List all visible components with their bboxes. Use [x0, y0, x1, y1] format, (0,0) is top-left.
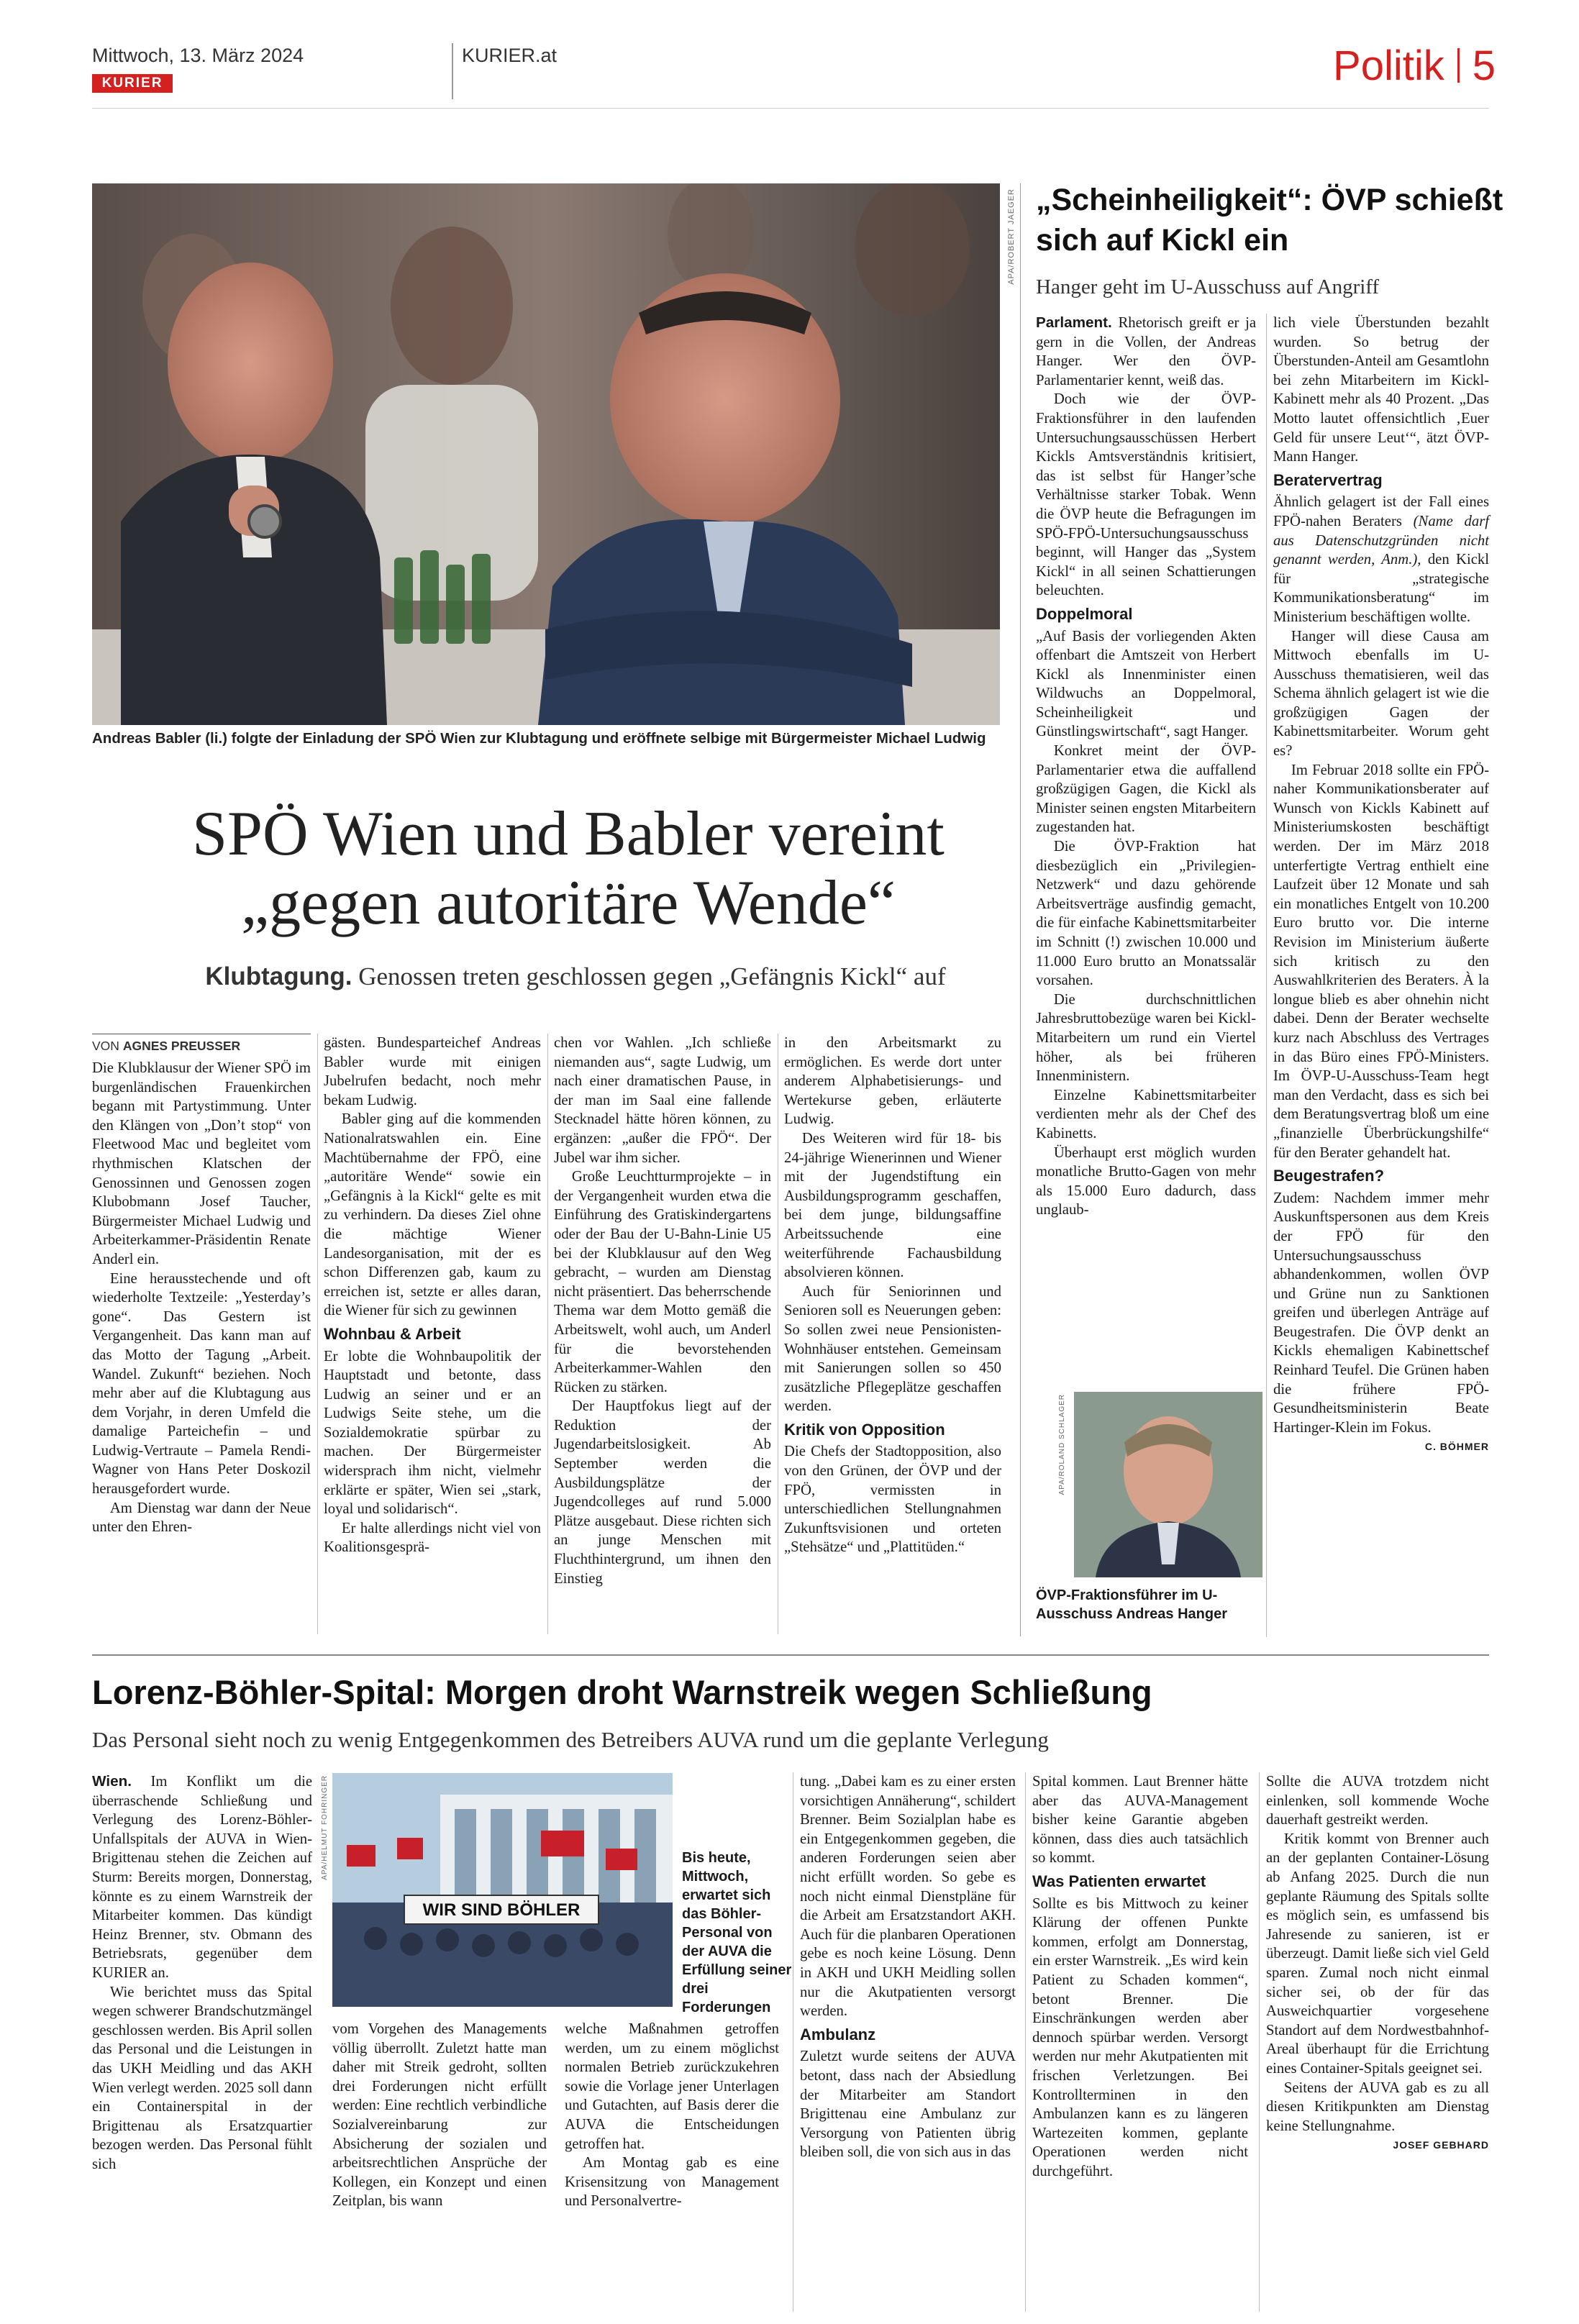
- main-kicker: [158, 962, 993, 991]
- paragraph: chen vor Wahlen. „Ich schließe niemanden aus“, sagte Ludwig, um nach einer dramatischen Pause, in der man im Saal eine fallende Stecknadel hätte hören können, zu ergänzen: „außer die FPÖ“. Der Jubel war ihm sicher.: [554, 1035, 771, 1166]
- section-bar: [1457, 48, 1460, 83]
- subheading: Wohnbau & Arbeit: [324, 1324, 461, 1343]
- photo-credit: APA/ROBERT JAEGER: [1007, 188, 1016, 285]
- main-col-2: [324, 1034, 541, 1557]
- paragraph: Der Hauptfokus liegt auf der Reduktion der Jugendarbeitslosigkeit. Ab September werden die Ausbildungsplätze der Jugendcolleges auf rund 5.000 Plätze ausgebaut. Diese richten sich an junge Menschen mit Fluchthintergrund, um ihnen den Einstieg: [554, 1398, 771, 1587]
- paragraph: [1036, 314, 1256, 390]
- demo-illustration: [332, 1773, 673, 2007]
- byline-prefix: VON: [92, 1039, 119, 1053]
- column-rule: [1259, 1772, 1260, 2312]
- photo-illustration: [92, 183, 1000, 725]
- paragraph: Spital kommen. Laut Brenner hätte aber das AUVA-Management bisher keine Garantie abgeben können, dass dies auch tatsächlich so kommt.: [1032, 1774, 1248, 1867]
- bottom-subhead: Das Personal sieht noch zu wenig Entgegenkommen des Betreibers AUVA rund um die geplante Verlegung: [92, 1727, 1049, 1752]
- bottom-headline: Lorenz-Böhler-Spital: Morgen droht Warnstreik wegen Schließung: [92, 1673, 1152, 1711]
- paragraph: Die ÖVP-Fraktion hat diesbezüglich ein „Privilegien-Netzwerk“ und dazu gehörende Arbeitsverträge ausfindig gemacht, die für einfache Kabinettsmitarbeiter im Schnitt (!) zwischen 10.000 und 11.000 Euro brutto an Monatssalär vorsahen.: [1036, 839, 1256, 989]
- paragraph: [1273, 493, 1489, 626]
- italic-span: (Name darf aus Datenschutzgründen nicht genannt werden, Anm.),: [1273, 513, 1489, 568]
- byline-author: AGNES PREUSSER: [122, 1039, 241, 1053]
- bottom-col-3: [565, 2020, 779, 2211]
- main-headline: [151, 800, 986, 938]
- main-photo: [92, 183, 1000, 725]
- paragraph: Sollte die AUVA trotzdem nicht einlenken, soll kommende Woche dauerhaft gestreikt werden.: [1266, 1774, 1489, 1828]
- text-span: den Kickl für „strategische Kommunikationsberatung“ im Ministerium beschäftigen wollte.: [1273, 552, 1489, 625]
- demo-photo-credit: APA/HELMUT FOHRINGER: [321, 1775, 329, 1880]
- main-headline-line2: „gegen autoritäre Wende“: [241, 868, 896, 938]
- paragraph: lich viele Überstunden bezahlt wurden. So betrug der Überstunden-Anteil am Gesamtlohn bei zehn Mitarbeitern im Kickl-Kabinett mehr als 40 Prozent. „Das Motto lautet offensichtlich ‚Euer Geld für unsere Leut‘“, ätzt ÖVP-Mann Hanger.: [1273, 315, 1489, 465]
- bottom-col-1: [92, 1772, 312, 2174]
- bottom-rule: [92, 1654, 1489, 1656]
- lead-label: Parlament.: [1036, 314, 1112, 331]
- kicker-label: Klubtagung.: [205, 962, 352, 990]
- paragraph: Er lobte die Wohnbaupolitik der Hauptstadt und betonte, dass Ludwig an seiner und er an Ludwigs Seite stehe, um die Sozialdemokratie spürbar zu machen. Der Bürgermeister widersprach ihm nicht, vielmehr erklärte er später, Wien sei „stark, loyal und solidarisch“.: [324, 1348, 541, 1518]
- paragraph: Seitens der AUVA gab es zu all diesen Kritikpunkten am Dienstag keine Stellungnahme.: [1266, 2079, 1489, 2134]
- paragraph: Kritik kommt von Brenner auch an der geplanten Container-Lösung ab Anfang 2025. Durch die nun geplante Räumung des Spitals sollte es möglich sein, es umfassend bis Jahresende zu sanieren, ist er überzeugt. Damit ließe sich viel Geld sparen. Zumal noch nicht einmal sicher sei, ob der für das Ausweichquartier vorgesehene Standort auf dem Nordwestbahnhof-Areal überhaupt für die Errichtung eines Container-Spitals geeignet sei.: [1266, 1831, 1489, 2077]
- author-signature: JOSEF GEBHARD: [1393, 2139, 1489, 2151]
- photo-caption: Andreas Babler (li.) folgte der Einladung der SPÖ Wien zur Klubtagung und eröffnete selbige mit Bürgermeister Michael Ludwig: [92, 730, 986, 747]
- paragraph: Er halte allerdings nicht viel von Koalitionsgesprä-: [324, 1520, 541, 1556]
- header-rule: [92, 108, 1489, 109]
- section-name: Politik: [1333, 42, 1444, 89]
- banner-text: WIR SIND BÖHLER: [422, 1900, 581, 1920]
- column-rule: [1266, 314, 1267, 1637]
- issue-date: Mittwoch, 13. März 2024: [92, 45, 304, 66]
- paragraph: Die Klubklausur der Wiener SPÖ im burgenländischen Frauenkirchen begann mit Partystimmung. Unter den Klängen von „Don’t stop“ von Fleetwood Mac und begleitet vom rhythmischen Klatschen der Genossinnen und Genossen zogen Klubobmann Josef Taucher, Bürgermeister Michael Ludwig und Arbeiterkammer-Präsidentin Renate Anderl ein.: [92, 1060, 311, 1267]
- bottom-col-4: [800, 1772, 1016, 2162]
- subheading: Beugestrafen?: [1273, 1167, 1385, 1185]
- side-subhead: Hanger geht im U-Ausschuss auf Angriff: [1036, 275, 1380, 299]
- column-rule: [1025, 1772, 1026, 2312]
- paragraph: Einzelne Kabinettsmitarbeiter verdienten mehr als der Chef des Kabinetts.: [1036, 1087, 1256, 1142]
- paragraph: Wie berichtet muss das Spital wegen schwerer Brandschutzmängel geschlossen werden. Bis April sollen das Personal und die Leistungen in das UKH Meidling und das AKH Wien verlegt werden. 2025 soll dann ein Containerspital in der Brigittenau als Ersatzquartier bezogen werden. Das Personal fühlt sich: [92, 1984, 312, 2172]
- site-url: KURIER.at: [462, 45, 558, 66]
- side-headline: „Scheinheiligkeit“: ÖVP schießt sich auf Kickl ein: [1036, 183, 1503, 258]
- header-divider: [452, 43, 453, 99]
- text-span: Ähnlich gelagert ist der Fall eines FPÖ-nahen Beraters: [1273, 494, 1489, 529]
- main-col-3: [554, 1034, 771, 1588]
- bottom-col-6: [1266, 1772, 1489, 2155]
- paragraph: Des Weiteren wird für 18- bis 24-jährige Wienerinnen und Wiener mit der Jugendstiftung ein Ausbildungsprogramm geschaffen, bei dem junge, bildungsaffine Arbeitssuchende eine weiterführende Fachausbildung absolvieren können.: [784, 1130, 1001, 1281]
- page-number: 5: [1472, 42, 1496, 89]
- paragraph: Sollte es bis Mittwoch zu keiner Klärung der offenen Punkte kommen, erfolgt am Donnerstag, ein erster Warnstreik. „Es wird kein Patient zu Schaden kommen“, betont Brenner. Die Einschränkungen werden aber dennoch spürbar werden. Versorgt werden nur mehr Akutpatienten mit frischen Verletzungen. Bei Kontrollterminen in den Ambulanzen kann es zu längeren Wartezeiten kommen, geplante Operationen werden nicht durchgeführt.: [1032, 1895, 1248, 2179]
- lead-text: Im Konflikt um die überraschende Schließung und Verlegung des Lorenz-Böhler-Unfallspitals der AUVA in Wien-Brigittenau stehen die Zeichen auf Sturm: Bereits morgen, Donnerstag, könnte es zu einem Warnstreik der Mitarbeiter kommen. Das kündigt Heinz Brenner, stv. Obmann des Betriebsrats, gegenüber dem KURIER an.: [92, 1774, 313, 1981]
- paragraph: Auch für Seniorinnen und Senioren soll es Neuerungen geben: So sollen zwei neue Pensionisten-Wohnhäuser entstehen. Gemeinsam mit Sanierungen sollen so 450 zusätzliche Pflegeplätze geschaffen werden.: [784, 1283, 1001, 1415]
- side-col-1: [1036, 314, 1256, 1220]
- main-headline-line1: SPÖ Wien und Babler vereint: [192, 799, 945, 869]
- byline: [92, 1034, 311, 1054]
- author-signature: C. BÖHMER: [1424, 1441, 1489, 1453]
- subheading: Beratervertrag: [1273, 470, 1383, 489]
- paragraph: welche Maßnahmen getroffen werden, um zu einem möglichst normalen Betrieb zurückzukehren sowie die Vorlage jener Unterlagen und Gutachten, auf Basis derer die AUVA die Entscheidungen getroffen hat.: [565, 2021, 779, 2152]
- paragraph: Am Montag gab es eine Krisensitzung von Management und Personalvertre-: [565, 2155, 779, 2210]
- paragraph: Konkret meint der ÖVP-Parlamentarier etwa die auffallend großzügigen Gagen, die Kickl als Minister seinen engsten Mitarbeitern zugestanden hat.: [1036, 743, 1256, 836]
- main-col-1: [92, 1059, 311, 1537]
- side-divider: [1020, 183, 1021, 1636]
- subheading: Kritik von Opposition: [784, 1420, 945, 1439]
- subheading: Was Patienten erwartet: [1032, 1872, 1206, 1890]
- portrait-illustration: [1074, 1392, 1262, 1577]
- column-rule: [317, 1034, 318, 1634]
- side-col-2: [1273, 314, 1489, 1457]
- paragraph: Babler ging auf die kommenden Nationalratswahlen ein. Eine Machtübernahme der FPÖ, eine „autoritäre Wende“ sowie ein „Gefängnis à la Kickl“ gelte es mit zu verhindern. Da dieses Ziel ohne die mächtige Wiener Landesorganisation, mit der es schon Differenzen gab, kaum zu erreichen ist, setzte er alles daran, die Wiener für sich zu gewinnen: [324, 1111, 541, 1319]
- bottom-col-5: [1032, 1772, 1248, 2181]
- paragraph: Im Februar 2018 sollte ein FPÖ-naher Kommunikationsberater auf Wunsch von Kickls Kabinett auf Ministeriumskosten beschäftigt werden. Der im März 2018 unterfertigte Vertrag enthielt eine Laufzeit über 12 Monate und sah ein monatliches Entgelt von 10.200 Euro brutto vor. Die interne Revision im Ministerium äußerte sich kritisch zu den Auswahlkriterien des Beraters. À la longue blieb es aber ohnehin nicht dabei. Denn der Berater wechselte kurz nach Abschluss des Vertrages in das Büro eines FPÖ-Ministers. Im ÖVP-U-Ausschuss-Team hegt man den Verdacht, dass es sich bei dem Beratungsvertrag bloß um eine „finanzielle Überbrückungshilfe“ für den Berater gehandelt hat.: [1273, 762, 1489, 1161]
- paragraph: „Auf Basis der vorliegenden Akten offenbart die Amtszeit von Herbert Kickl als Innenminister einen Wildwuchs an Doppelmoral, Scheinheiligkeit und Günstlingswirtschaft“, sagt Hanger.: [1036, 628, 1256, 740]
- paragraph: Die durchschnittlichen Jahresbruttobezüge waren bei Kickl-Mitarbeitern um rund ein Viertel höher, als bei früheren Innenministern.: [1036, 991, 1256, 1085]
- kurier-logo: KURIER: [92, 74, 173, 93]
- hanger-portrait: [1074, 1392, 1262, 1577]
- kicker-text: Genossen treten geschlossen gegen „Gefängnis Kickl“ auf: [358, 962, 946, 990]
- paragraph: Die Chefs der Stadtopposition, also von den Grünen, der ÖVP und der FPÖ, vermissten in unterschiedlichen Stellungnahmen Zukunftsvisionen und orteten „Stehsätze“ und „Plattitüden.“: [784, 1444, 1001, 1556]
- section-label: [1333, 42, 1496, 90]
- paragraph: [92, 1772, 312, 1983]
- portrait-credit: APA/ROLAND SCHLAGER: [1058, 1394, 1066, 1495]
- paragraph: Am Dienstag war dann der Neue unter den Ehren-: [92, 1500, 311, 1536]
- paragraph: Zuletzt wurde seitens der AUVA betont, dass nach der Absiedlung der Mitarbeiter am Standort Brigittenau eine Ambulanz zur Versorgung von Patienten übrig bleiben soll, die von sich aus in das: [800, 2049, 1016, 2161]
- lead-text: Rhetorisch greift er ja gern in die Vollen, der Andreas Hanger. Wer den ÖVP-Parlamentarier kennt, weiß das.: [1036, 315, 1256, 388]
- paragraph: gästen. Bundesparteichef Andreas Babler wurde mit einigen Jubelrufen bedacht, noch mehr bekam Ludwig.: [324, 1035, 541, 1108]
- column-rule: [547, 1034, 548, 1634]
- paragraph: Zudem: Nachdem immer mehr Auskunftspersonen aus dem Kreis der FPÖ für den Untersuchungsausschuss abhandenkommen, wollen ÖVP und Grüne nun zu Sanktionen greifen und überlegen Anträge auf Beugestrafen. Die ÖVP denkt an Kickls ehemaligen Kabinettschef Reinhard Teufel. Die Grünen haben die frühere FPÖ-Gesundheitsministerin Beate Hartinger-Klein im Fokus.: [1273, 1190, 1489, 1436]
- paragraph: Große Leuchtturmprojekte – in der Vergangenheit wurden etwa die Einführung des Gratiskindergartens oder der Bau der U-Bahn-Linie U5 bei der Klubklausur auf den Weg gebracht, – wurden am Dienstag nicht präsentiert. Das beherrschende Thema war dem Motto gemäß die Arbeitswelt, wohl auch, um Anderl für die bevorstehenden Arbeiterkammer-Wahlen den Rücken zu stärken.: [554, 1169, 771, 1395]
- paragraph: Doch wie der ÖVP-Fraktionsführer in den laufenden Untersuchungsausschüssen Herbert Kickls Amtsverständnis kritisiert, das ist selbst für Hanger’sche Verhältnisse starker Tobak. Wenn die ÖVP heute die Befragungen im SPÖ-FPÖ-Untersuchungsausschuss beginnt, will Hanger das „System Kickl“ in all seinen Schattierungen beleuchten.: [1036, 391, 1256, 599]
- subheading: Ambulanz: [800, 2025, 876, 2043]
- paragraph: vom Vorgehen des Managements völlig überrollt. Zuletzt hatte man daher mit Streik gedroht, sollten drei Forderungen nicht erfüllt werden: Eine rechtlich verbindliche Sozialvereinbarung zur Absicherung der sozialen und arbeitsrechtlichen Ansprüche der Kollegen, ein Konzept und einen Zeitplan, bis wann: [332, 2021, 547, 2210]
- main-col-4: [784, 1034, 1001, 1557]
- paragraph: in den Arbeitsmarkt zu ermöglichen. Es werde dort unter anderem Alphabetisierungs- und Wertekurse geben, erläuterte Ludwig.: [784, 1035, 1001, 1128]
- bottom-col-2: [332, 2020, 547, 2211]
- demo-photo-caption: Bis heute, Mittwoch, erwartet sich das Böhler-Personal von der AUVA die Erfüllung seiner drei Forderungen: [682, 1850, 792, 2015]
- portrait-caption: ÖVP-Fraktionsführer im U-Ausschuss Andreas Hanger: [1036, 1587, 1228, 1622]
- subheading: Doppelmoral: [1036, 604, 1133, 623]
- lead-label: Wien.: [92, 1773, 132, 1790]
- demo-photo: [332, 1773, 673, 2007]
- paragraph: tung. „Dabei kam es zu einer ersten vorsichtigen Annäherung“, schildert Brenner. Beim Sozialplan habe es ein Entgegenkommen gegeben, die anderen Forderungen seien aber nicht erfüllt worden. So gebe es noch nicht einmal Dienstpläne für die Arbeit am Ersatzstandort AKH. Auch für die planbaren Operationen gebe es noch keine Lösung. Denn in AKH und UKH Meidling sollen nur die Akutpatienten versorgt werden.: [800, 1774, 1016, 2020]
- paragraph: Eine herausstechende und oft wiederholte Textzeile: „Yesterday’s gone“. Das Gestern ist Vergangenheit. Das kann man auf das Motto der Tagung „Arbeit. Wandel. Zukunft“ beziehen. Noch mehr aber auf die Klubtagung aus dem Vorjahr, in deren Umfeld die damalige Parteichefin – und Ludwig-Vertraute – Pamela Rendi-Wagner von Hans Peter Doskozil herausgefordert wurde.: [92, 1270, 311, 1498]
- paragraph: Hanger will diese Causa am Mittwoch ebenfalls im U-Ausschuss thematisieren, weil das Schema ähnlich gelagert ist wie die großzügigen Gagen der Kabinettsmitarbeiter. Worum geht es?: [1273, 628, 1489, 760]
- paragraph: Überhaupt erst möglich wurden monatliche Brutto-Gagen von mehr als 15.000 Euro dadurch, dass unglaub-: [1036, 1144, 1256, 1218]
